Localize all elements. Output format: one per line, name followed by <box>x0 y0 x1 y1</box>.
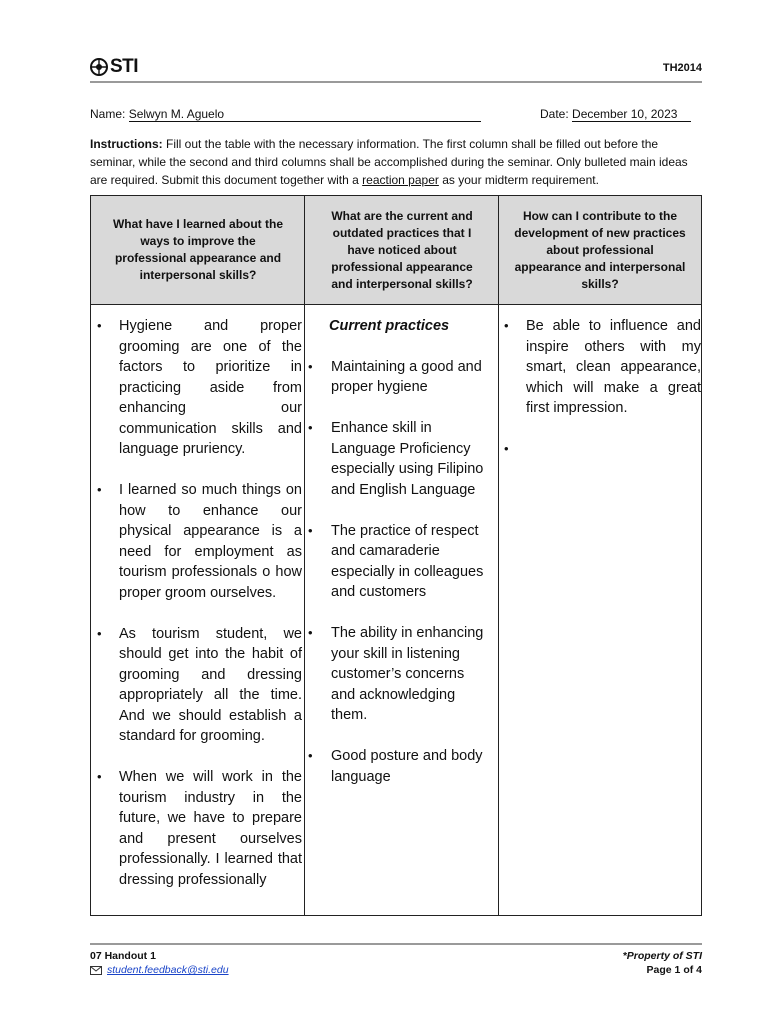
instructions-label: Instructions: <box>90 137 163 151</box>
instructions <box>90 135 702 189</box>
list-item: • I learned so much things on how to enhance our physical appearance is a need for employment as tourism professionals o how proper groom ourselves. <box>91 480 304 603</box>
name-field[interactable]: Selwyn M. Aguelo <box>129 108 481 122</box>
list-item: • The practice of respect and camaraderie especially in colleagues and customers <box>305 521 498 603</box>
column-learned <box>91 316 304 890</box>
feedback-email-link[interactable]: student.feedback@sti.edu <box>107 964 229 976</box>
date-field[interactable]: December 10, 2023 <box>572 108 691 122</box>
document-code: TH2014 <box>662 62 702 74</box>
name-row <box>90 107 481 122</box>
list-item: • Good posture and body language <box>305 746 498 787</box>
list-item: • Hygiene and proper grooming are one of the factors to prioritize in practicing aside from enhancing our communication skills and language pruriency. <box>91 316 304 460</box>
list-item: • As tourism student, we should get into the habit of grooming and dressing appropriately all the time. And we should establish a standard for grooming. <box>91 624 304 747</box>
column-contribute <box>499 316 701 459</box>
date-label: Date: <box>540 107 569 121</box>
handout-label: 07 Handout 1 <box>90 950 156 962</box>
table-header-row <box>91 196 701 305</box>
footer-divider <box>90 943 702 945</box>
instructions-text-before: Fill out the table with the necessary information. The first column shall be filled out before the seminar, while the second and third columns shall be accomplished during the seminar. Only bulleted main ideas are required. Submit this document together with a <box>90 137 688 187</box>
document-header <box>90 57 702 81</box>
list-item: • The ability in enhancing your skill in listening customer’s concerns and acknowledging them. <box>305 623 498 726</box>
name-label: Name: <box>90 107 126 121</box>
header-divider <box>90 81 702 83</box>
list-item: • When we will work in the tourism industry in the future, we have to prepare and present ourselves professionally. I learned that dressing professionally <box>91 767 304 890</box>
seminar-table <box>90 195 702 916</box>
header-cell-contribute: How can I contribute to the development of new practices about professional appearance and interpersonal skills? <box>514 208 686 291</box>
header-cell-learned: What have I learned about the ways to improve the professional appearance and interpersonal skills? <box>112 217 284 282</box>
column-practices <box>305 316 498 787</box>
header-cell-practices: What are the current and outdated practices that I have noticed about professional appearance and interpersonal skills? <box>331 208 473 291</box>
list-item-empty <box>499 439 701 459</box>
logo-text: STI <box>110 56 139 77</box>
date-row <box>540 107 691 122</box>
reaction-paper-text: reaction paper <box>362 173 439 187</box>
list-item: • Be able to influence and inspire others with my smart, clean appearance, which will make a great first impression. <box>499 316 701 419</box>
list-item: • Enhance skill in Language Proficiency especially using Filipino and English Language <box>305 418 498 500</box>
instructions-text-after: as your midterm requirement. <box>438 173 599 187</box>
feedback-email-row <box>90 964 229 976</box>
column-divider <box>498 196 499 915</box>
sti-logo <box>90 57 138 77</box>
sti-logo-icon <box>90 58 108 76</box>
mail-icon <box>90 966 102 975</box>
current-practices-heading: Current practices <box>329 318 450 334</box>
page-number: Page 1 of 4 <box>646 964 702 976</box>
list-item: • Maintaining a good and proper hygiene <box>305 357 498 398</box>
property-label: *Property of STI <box>622 950 702 962</box>
